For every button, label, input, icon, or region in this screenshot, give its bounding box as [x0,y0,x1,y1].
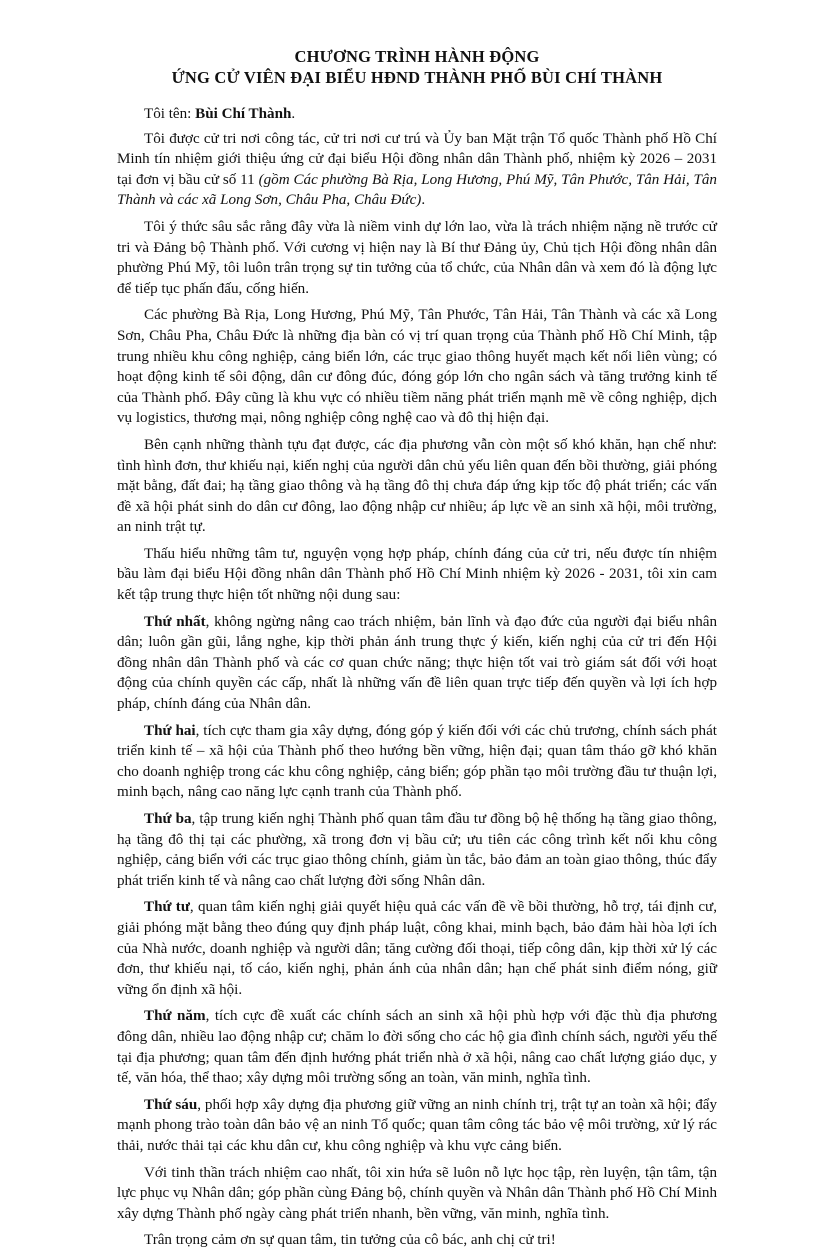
challenges-paragraph: Bên cạnh những thành tựu đạt được, các địa phương vẫn còn một số khó khăn, hạn chế như: tình hình đơn, thư khiếu nại, kiến nghị của người dân chủ yếu liên quan đến bồi thường, giải phóng mặt bằng, đất đai; hạ tầng giao thông và hạ tầng đô thị chưa đáp ứng kịp tốc độ phát triển; các vấn đề xã hội phát sinh do dân cư đông, lao động nhập cư nhiều; áp lực về an sinh xã hội, môi trường, an ninh trật tự. [117,436,717,536]
point-text: , không ngừng nâng cao trách nhiệm, bản lĩnh và đạo đức của người đại biểu nhân dân; luôn gần gũi, lắng nghe, kịp thời phản ánh trung thực ý kiến, kiến nghị của cử tri đến Hội đồng nhân dân Thành phố và các cơ quan chức năng; thực hiện tốt vai trò giám sát đối với hoạt động của chính quyền các cấp, nhất là những vấn đề liên quan trực tiếp đến quyền và lợi ích hợp pháp, chính đáng của Nhân dân. [117,613,718,713]
commitment-point [117,897,717,1000]
region-paragraph: Các phường Bà Rịa, Long Hương, Phú Mỹ, Tân Phước, Tân Hải, Tân Thành và các xã Long Sơn, Châu Pha, Châu Đức là những địa bàn có vị trí quan trọng của Thành phố Hồ Chí Minh, tập trung nhiều khu công nghiệp, cảng biển lớn, các trục giao thông huyết mạch kết nối liên vùng; có hoạt động kinh tế sôi động, dân cư đông đúc, đóng góp lớn cho ngân sách và tăng trưởng kinh tế của Thành phố. Đây cũng là khu vực có nhiều tiềm năng phát triển mạnh mẽ về công nghiệp, dịch vụ logistics, thương mại, nông nghiệp công nghệ cao và đô thị hiện đại. [117,307,717,427]
commitment-point [117,1006,717,1088]
point-text: , tích cực đề xuất các chính sách an sinh xã hội phù hợp với đặc thù địa phương đông dân, nhiều lao động nhập cư; chăm lo đời sống cho các hộ gia đình chính sách, người yếu thế tại địa phương; quan tâm đến định hướng phát triển nhà ở xã hội, nâng cao chất lượng giáo dục, y tế, văn hóa, thể thao; xây dựng môi trường sống an toàn, văn minh, nghĩa tình. [117,1008,717,1087]
point-label: Thứ nhất [144,613,206,630]
point-text: , quan tâm kiến nghị giải quyết hiệu quả các vấn đề về bồi thường, hỗ trợ, tái định cư, giải phóng mặt bằng theo đúng quy định pháp luật, công khai, minh bạch, bảo đảm hài hòa lợi ích của Nhà nước, doanh nghiệp và người dân; tăng cường đối thoại, tiếp công dân, kịp thời xử lý các đơn, thư khiếu nại, tố cáo, kiến nghị, phản ánh của nhân dân; hạn chế phát sinh điểm nóng, giữ vững ổn định xã hội. [117,899,717,998]
candidate-name: Bùi Chí Thành [195,106,292,122]
point-label: Thứ năm [144,1008,206,1025]
honor-paragraph: Tôi ý thức sâu sắc rằng đây vừa là niềm vinh dự lớn lao, vừa là trách nhiệm nặng nề trước cử tri và Đảng bộ Thành phố. Với cương vị hiện nay là Bí thư Đảng ủy, Chủ tịch Hội đồng nhân dân phường Phú Mỹ, tôi luôn trân trọng sự tin tưởng của tổ chức, của Nhân dân và xem đó là động lực để tiếp tục phấn đấu, cống hiến. [117,218,717,297]
constituency-note: (gồm Các phường Bà Rịa, Long Hương, Phú Mỹ, Tân Phước, Tân Hải, Tân Thành và các xã Long Sơn, Châu Pha, Châu Đức) [117,171,717,209]
point-label: Thứ hai [144,722,196,739]
commitment-point [117,612,717,715]
point-text: , tích cực tham gia xây dựng, đóng góp ý kiến đối với các chủ trương, chính sách phát triển kinh tế – xã hội của Thành phố theo hướng bền vững, hiện đại; quan tâm tháo gỡ khó khăn cho doanh nghiệp trong các khu công nghiệp, cảng biển; góp phần tạo môi trường đầu tư thuận lợi, minh bạch, nâng cao năng lực cạnh tranh của Thành phố. [117,722,717,801]
commitment-point [117,809,717,891]
point-label: Thứ sáu [144,1096,198,1113]
document-subtitle: ỨNG CỬ VIÊN ĐẠI BIỂU HĐND THÀNH PHỐ BÙI CHÍ THÀNH [171,68,663,87]
document-body [117,104,717,1257]
pledge-paragraph: Với tinh thần trách nhiệm cao nhất, tôi xin hứa sẽ luôn nỗ lực học tập, rèn luyện, tận tâm, tận lực phục vụ Nhân dân; góp phần cùng Đảng bộ, chính quyền và Nhân dân Thành phố Hồ Chí Minh xây dựng Thành phố ngày càng phát triển nhanh, bền vững, văn minh, nghĩa tình. [117,1164,717,1222]
point-label: Thứ tư [144,899,190,916]
intro-suffix: . [291,106,296,122]
nomination-paragraph [117,129,717,211]
point-text: , tập trung kiến nghị Thành phố quan tâm đầu tư đồng bộ hệ thống hạ tầng giao thông, hạ tầng đô thị tại các phường, xã trong đơn vị bầu cử; ưu tiên các công trình kết nối khu công nghiệp, cảng biển với các trục giao thông chính, giảm ùn tắc, bảo đảm an toàn giao thông, thúc đẩy phát triển kinh tế và nâng cao chất lượng đời sống Nhân dân. [117,811,717,889]
point-text: , phối hợp xây dựng địa phương giữ vững an ninh chính trị, trật tự an toàn xã hội; đẩy mạnh phong trào toàn dân bảo vệ an ninh Tổ quốc; quan tâm công tác bảo vệ môi trường, xử lý rác thải, nước thải tại các khu dân cư, khu công nghiệp và khu vực cảng biển. [117,1096,717,1154]
document-title: CHƯƠNG TRÌNH HÀNH ĐỘNG [294,47,540,66]
closing-paragraph: Trân trọng cảm ơn sự quan tâm, tin tưởng của cô bác, anh chị cử tri! [144,1232,556,1249]
point-label: Thứ ba [144,811,192,827]
nomination-end: . [421,192,426,209]
commitment-point [117,721,717,803]
nomination-text: Tôi được cử tri nơi công tác, cử tri nơi cư trú và Ủy ban Mặt trận Tổ quốc Thành phố Hồ Chí Minh tín nhiệm giới thiệu ứng cử đại biểu Hội đồng nhân dân Thành phố, nhiệm kỳ 2026 – 2031 tại đơn vị bầu cử số 11 [117,130,717,188]
intro-paragraph [117,104,717,125]
commitment-point [117,1095,717,1157]
commitment-intro-paragraph: Thấu hiểu những tâm tư, nguyện vọng hợp pháp, chính đáng của cử tri, nếu được tín nhiệm bầu làm đại biểu Hội đồng nhân dân Thành phố Hồ Chí Minh nhiệm kỳ 2026 - 2031, tôi xin cam kết tập trung thực hiện tốt những nội dung sau: [117,545,717,604]
intro-prefix: Tôi tên: [144,106,196,122]
